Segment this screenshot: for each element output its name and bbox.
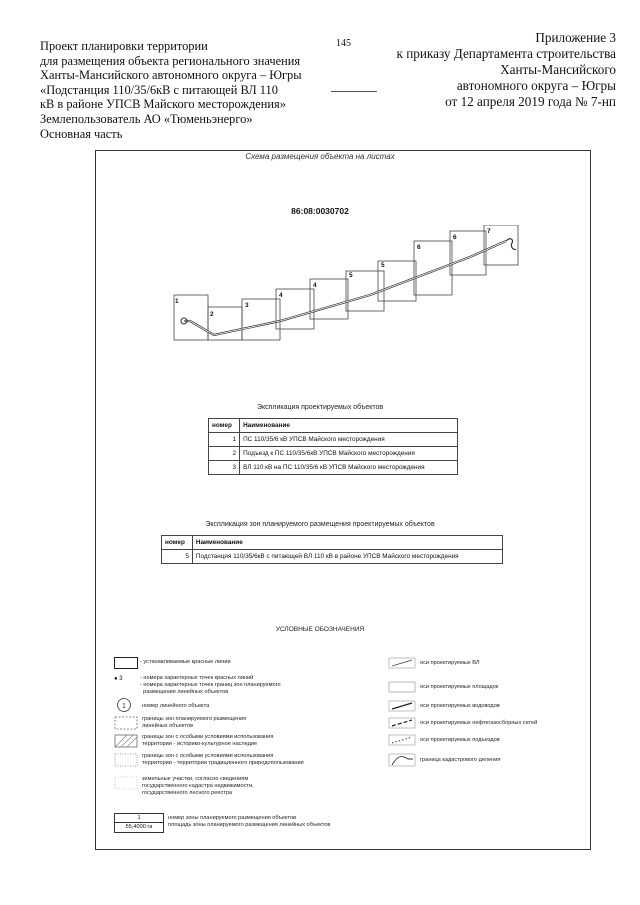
legend-point-numbers: - номера характерных точек красных линий - номера характерных точек границ зон планируемого размещения линейных объектов xyxy=(140,675,281,695)
zones-table-title: Экспликация зон планируемого размещения проектируемых объектов xyxy=(205,521,435,528)
zone-area-symbol xyxy=(114,813,164,833)
column-header: Наименование xyxy=(240,419,458,433)
zone-name: Подстанция 110/35/6кВ с питающей ВЛ 110 кВ в районе УПСВ Майского месторождения xyxy=(192,550,502,564)
object-number: 1 xyxy=(209,433,240,447)
page-number: 145 xyxy=(336,38,351,49)
object-number: 3 xyxy=(209,461,240,475)
table-row xyxy=(162,550,503,564)
header-line: Основная часть xyxy=(40,126,123,141)
object-number: 2 xyxy=(209,447,240,461)
sheet-label: 6 xyxy=(417,244,421,251)
legend-land-plots: земельные участки, согласно сведениям государственного кадастра недвижимости, государственного лесного реестра xyxy=(142,776,254,796)
object-name: ВЛ 110 кВ на ПС 110/35/6 кВ УПСВ Майского месторождения xyxy=(240,461,458,475)
header-line: кВ в районе УПСВ Майского месторождения» xyxy=(40,97,286,112)
legend-access-road-axis: оси проектируемых подъездов xyxy=(420,737,500,743)
legend-red-lines: - устанавливаемые красные линии xyxy=(140,659,231,665)
appendix-line: к приказу Департамента строительства xyxy=(396,46,616,61)
header-line: Землепользователь АО «Тюменьэнерго» xyxy=(40,111,253,126)
header-line: Проект планировки территории xyxy=(40,39,208,53)
objects-table-title: Экспликация проектируемых объектов xyxy=(256,404,384,411)
zone-number-value: 1 xyxy=(115,814,163,823)
legend-traditional-use-zone: границы зон с особыми условиями использования территории - территории традиционного природопользования xyxy=(142,753,304,766)
legend-zone-boundaries: границы зон планируемого размещения линейных объектов xyxy=(142,716,247,729)
land-plot-symbol xyxy=(114,776,138,790)
legend-power-line-axis: оси проектируемых ВЛ xyxy=(420,660,480,666)
zone-area-value: 55,4000 га xyxy=(125,824,153,830)
header-line: для размещения объекта регионального значения xyxy=(40,53,301,68)
object-name: ПС 110/35/6 кВ УПСВ Майского месторождения xyxy=(240,433,458,447)
appendix-line: Приложение 3 xyxy=(535,30,616,45)
site-axis-symbol xyxy=(388,681,416,693)
sheet-label: 1 xyxy=(175,298,179,305)
column-header: номер xyxy=(209,419,240,433)
appendix-line: от 12 апреля 2019 года № 7-нп xyxy=(445,94,616,109)
line-object-number: 1 xyxy=(122,703,126,710)
legend-heritage-zone: границы зон с особыми условиями использования территории - историко-культурное наследие xyxy=(142,734,274,747)
legend-cadastral-boundary: граница кадастрового деления xyxy=(420,757,501,763)
appendix-line: Ханты-Мансийского xyxy=(500,62,616,77)
sheet-label: 4 xyxy=(313,282,317,289)
cadastral-number: 86:08:0030702 xyxy=(291,206,349,216)
legend-title: УСЛОВНЫЕ ОБОЗНАЧЕНИЯ xyxy=(275,626,365,633)
legend-line-object-number: номер линейного объекта xyxy=(142,703,210,709)
sheet-label: 4 xyxy=(279,292,283,299)
project-header xyxy=(40,39,302,141)
line-object-number-symbol xyxy=(116,697,132,713)
objects-table xyxy=(208,418,458,475)
line-end-marker xyxy=(506,239,516,250)
legend-site-axis: оси проектируемых площадок xyxy=(420,684,499,690)
zone-boundary-symbol xyxy=(114,716,138,730)
sheet-label: 6 xyxy=(453,234,457,241)
table-row xyxy=(209,447,458,461)
object-name: Подъезд к ПС 110/35/6кВ УПСВ Майского месторождения xyxy=(240,447,458,461)
legend-water-pipeline-axis: оси проектируемых водоводов xyxy=(420,703,500,709)
sheet-frame xyxy=(174,295,208,340)
oil-gas-network-axis-symbol xyxy=(388,717,416,729)
header-line: Ханты-Мансийского автономного округа – Югры xyxy=(40,68,302,83)
scheme-title: Схема размещения объекта на листах xyxy=(245,152,395,161)
appendix-line: автономного округа – Югры xyxy=(456,78,616,93)
legend-oil-gas-network-axis: оси проектируемых нефтегазосборных сетей xyxy=(420,720,538,726)
access-road-axis-symbol xyxy=(388,734,416,746)
heritage-zone-symbol xyxy=(114,734,138,748)
header-rule xyxy=(331,91,377,92)
point-number: 3 xyxy=(119,676,123,682)
power-line-axis-symbol xyxy=(388,657,416,669)
sheet-label: 5 xyxy=(349,272,353,279)
power-line-route-inner xyxy=(184,241,506,335)
sheet-label: 7 xyxy=(487,228,491,235)
sheet-label: 3 xyxy=(245,302,249,309)
column-header: номер xyxy=(162,536,193,550)
sheet-layout-map xyxy=(170,225,520,345)
appendix-header xyxy=(397,30,617,110)
power-line-route xyxy=(184,241,506,335)
table-row xyxy=(209,461,458,475)
zones-table xyxy=(161,535,503,564)
sheet-label: 2 xyxy=(210,311,214,318)
header-line: «Подстанция 110/35/6кВ с питающей ВЛ 110 xyxy=(40,82,278,97)
point-number-symbol: ● 3 xyxy=(114,676,123,682)
sheet-label: 5 xyxy=(381,262,385,269)
table-row xyxy=(209,433,458,447)
cadastral-boundary-symbol xyxy=(388,753,416,767)
traditional-use-zone-symbol xyxy=(114,753,138,767)
red-line-symbol xyxy=(114,657,138,669)
legend-zone-number-area: номер зоны планируемого размещения объектов площадь зоны планируемого размещения линейных объектов xyxy=(168,815,331,828)
column-header: Наименование xyxy=(192,536,502,550)
water-pipeline-axis-symbol xyxy=(388,700,416,712)
zone-number: 5 xyxy=(162,550,193,564)
